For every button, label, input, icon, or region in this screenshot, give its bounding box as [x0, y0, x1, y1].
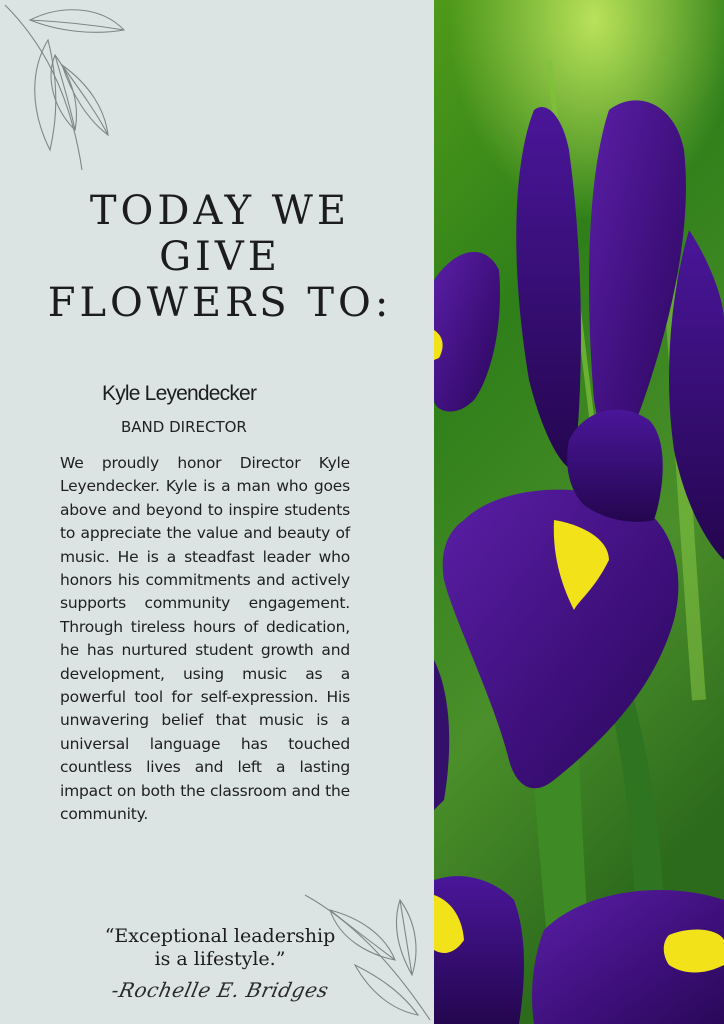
honoree-role: BAND DIRECTOR: [121, 418, 247, 436]
quote-signature: -Rochelle E. Bridges: [109, 978, 331, 1002]
title-line-2: GIVE: [159, 234, 281, 280]
quote-block: [70, 925, 370, 971]
quote-line-1: “Exceptional leadership: [104, 925, 336, 947]
tribute-paragraph: We proudly honor Director Kyle Leyendecker. Kyle is a man who goes above and beyond to inspire students to appreciate the value and beauty of music. He is a steadfast leader who honors his commitments and actively supports community engagement. Through tireless hours of dedication, he has nurtured student growth and development, using music as a powerful tool for self-expression. His unwavering belief that music is a universal language has touched countless lives and left a lasting impact on both the classroom and the community.: [60, 454, 350, 824]
leaf-sprig-icon: [0, 0, 130, 175]
page-title: [40, 188, 400, 326]
title-line-3: FLOWERS TO:: [47, 280, 393, 326]
title-line-1: TODAY WE: [89, 188, 351, 234]
quote-line-2: is a lifestyle.”: [154, 948, 286, 970]
iris-flower-photo: [434, 0, 724, 1024]
honoree-name: Kyle Leyendecker: [102, 382, 257, 405]
